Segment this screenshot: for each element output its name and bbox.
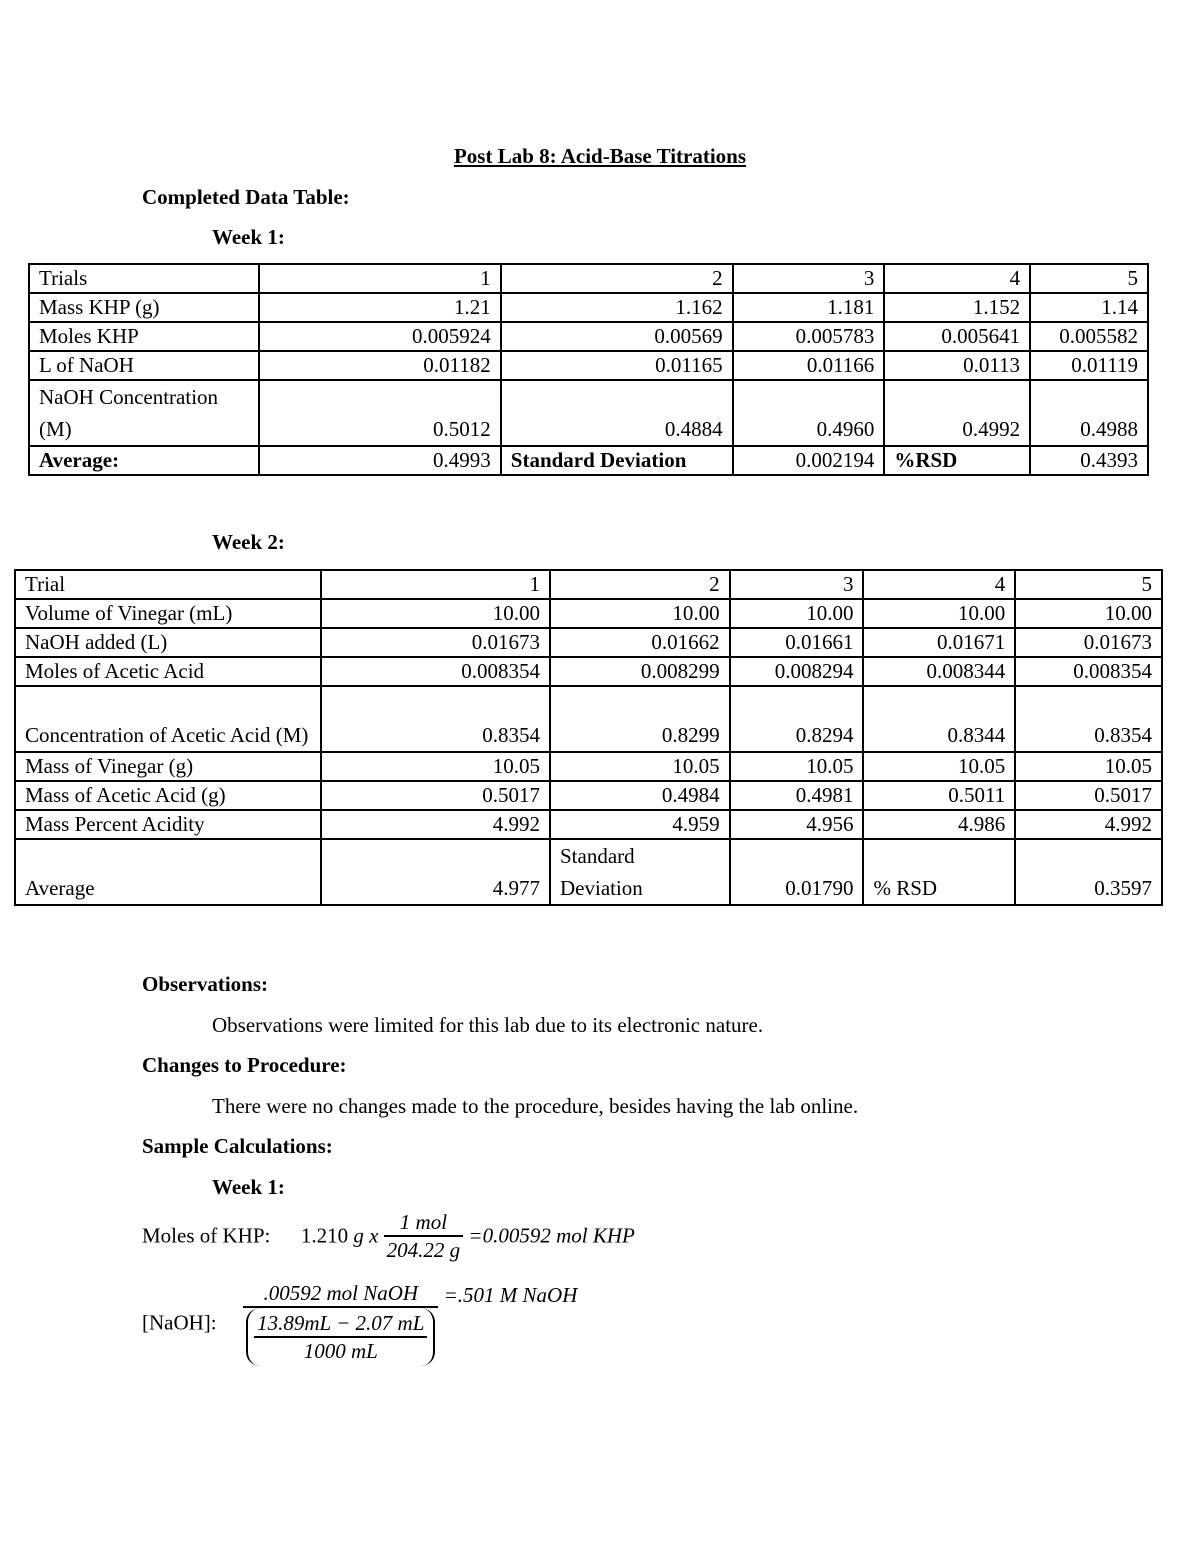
- moles-khp-equation: [142, 1209, 635, 1263]
- table-cell: 10.00: [863, 599, 1015, 628]
- week1-heading: Week 1:: [212, 225, 285, 249]
- table-cell: 3: [733, 264, 885, 293]
- naoh-label: [NaOH]:: [142, 1310, 217, 1335]
- table-row: [29, 322, 1148, 351]
- table-cell: 2: [501, 264, 733, 293]
- table-cell: 0.01661: [730, 628, 864, 657]
- table-cell: 4: [884, 264, 1030, 293]
- week2-heading: Week 2:: [212, 530, 285, 554]
- table-cell: 5: [1030, 264, 1148, 293]
- naoh-concentration-equation: [142, 1280, 577, 1366]
- naoh-inner-numerator: 13.89mL − 2.07 mL: [254, 1310, 427, 1338]
- table-cell: 0.4988: [1030, 380, 1148, 446]
- table-cell: 1.21: [259, 293, 501, 322]
- table-cell: %RSD: [884, 446, 1030, 475]
- table-cell: 10.05: [321, 752, 550, 781]
- table-cell: 0.01671: [863, 628, 1015, 657]
- table-cell: 4.956: [730, 810, 864, 839]
- table-cell: 1.162: [501, 293, 733, 322]
- table-cell: 0.008299: [550, 657, 730, 686]
- table-cell: 0.01166: [733, 351, 885, 380]
- table-row: [29, 351, 1148, 380]
- naoh-numerator: .00592 mol NaOH: [243, 1280, 438, 1308]
- table-cell: 0.4992: [884, 380, 1030, 446]
- table-cell: 0.008294: [730, 657, 864, 686]
- week1-table: [28, 263, 1149, 476]
- table-cell: Mass of Vinegar (g): [15, 752, 321, 781]
- table-cell: 1.14: [1030, 293, 1148, 322]
- table-cell: 0.01673: [1015, 628, 1162, 657]
- moles-khp-label: Moles of KHP:: [142, 1223, 271, 1248]
- changes-text: There were no changes made to the procedure, besides having the lab online.: [212, 1094, 859, 1118]
- table-cell: 5: [1015, 570, 1162, 599]
- table-cell: Standard Deviation: [501, 446, 733, 475]
- table-cell: 0.01673: [321, 628, 550, 657]
- table-cell: 0.5017: [321, 781, 550, 810]
- table-cell: 0.008354: [321, 657, 550, 686]
- table-cell: 0.4981: [730, 781, 864, 810]
- table-cell: 0.5011: [863, 781, 1015, 810]
- table-cell: 0.01182: [259, 351, 501, 380]
- table-cell: 0.3597: [1015, 839, 1162, 905]
- table-cell: 4.977: [321, 839, 550, 905]
- naoh-fraction: [243, 1280, 438, 1366]
- table-cell: 0.8354: [1015, 686, 1162, 752]
- table-cell: 1: [259, 264, 501, 293]
- table-cell: 0.01119: [1030, 351, 1148, 380]
- moles-khp-fraction: [384, 1209, 464, 1263]
- table-cell: 4.992: [321, 810, 550, 839]
- table-cell: 10.05: [863, 752, 1015, 781]
- naoh-parenthesis: [246, 1308, 435, 1366]
- table-cell: 10.05: [1015, 752, 1162, 781]
- table-row: [15, 628, 1162, 657]
- table-cell: % RSD: [863, 839, 1015, 905]
- table-cell: Concentration of Acetic Acid (M): [15, 686, 321, 752]
- table-header-row: [29, 264, 1148, 293]
- table-cell: 10.00: [321, 599, 550, 628]
- table-cell: 1: [321, 570, 550, 599]
- table-cell: 10.00: [1015, 599, 1162, 628]
- table-cell: 0.4993: [259, 446, 501, 475]
- table-cell: NaOH added (L): [15, 628, 321, 657]
- table-cell: 0.01165: [501, 351, 733, 380]
- table-cell: Standard Deviation: [550, 839, 730, 905]
- table-cell: 0.005924: [259, 322, 501, 351]
- table-cell: 0.01662: [550, 628, 730, 657]
- table-cell: Volume of Vinegar (mL): [15, 599, 321, 628]
- table-cell: 10.05: [550, 752, 730, 781]
- table-row: [15, 810, 1162, 839]
- table-cell: Trials: [29, 264, 259, 293]
- moles-khp-times: x: [369, 1223, 379, 1248]
- table-cell: 0.005783: [733, 322, 885, 351]
- moles-khp-lhs: 1.210: [300, 1223, 349, 1248]
- table-cell: Mass KHP (g): [29, 293, 259, 322]
- table-row: [29, 293, 1148, 322]
- naoh-inner-denominator: 1000 mL: [303, 1339, 378, 1363]
- table-cell: L of NaOH: [29, 351, 259, 380]
- table-cell: 10.00: [550, 599, 730, 628]
- moles-khp-denominator: 204.22 g: [386, 1238, 461, 1262]
- page-title: Post Lab 8: Acid-Base Titrations: [453, 144, 747, 168]
- table-cell: 4.986: [863, 810, 1015, 839]
- table-summary-row: [29, 446, 1148, 475]
- table-cell: 1.152: [884, 293, 1030, 322]
- table-row: [15, 781, 1162, 810]
- table-cell: 0.005641: [884, 322, 1030, 351]
- table-cell: Moles KHP: [29, 322, 259, 351]
- table-summary-row: [15, 839, 1162, 905]
- moles-khp-numerator: 1 mol: [384, 1209, 464, 1237]
- naoh-inner-fraction: [254, 1310, 427, 1364]
- table-row: [15, 752, 1162, 781]
- table-cell: 4.959: [550, 810, 730, 839]
- table-cell: 4: [863, 570, 1015, 599]
- table-cell: 0.0113: [884, 351, 1030, 380]
- table-cell: 0.5017: [1015, 781, 1162, 810]
- moles-khp-result: =0.00592 mol KHP: [468, 1223, 635, 1248]
- table-cell: Average: [15, 839, 321, 905]
- table-cell: 0.005582: [1030, 322, 1148, 351]
- table-cell: 10.00: [730, 599, 864, 628]
- sample-calculations-heading: Sample Calculations:: [142, 1134, 333, 1158]
- completed-data-heading: Completed Data Table:: [142, 185, 350, 209]
- naoh-denominator: [243, 1308, 438, 1366]
- table-cell: 0.4393: [1030, 446, 1148, 475]
- sample-week1-heading: Week 1:: [212, 1175, 285, 1199]
- table-cell: 0.01790: [730, 839, 864, 905]
- table-cell: Mass Percent Acidity: [15, 810, 321, 839]
- table-cell: 10.05: [730, 752, 864, 781]
- table-row: [15, 599, 1162, 628]
- table-cell: 0.5012: [259, 380, 501, 446]
- table-cell: 1.181: [733, 293, 885, 322]
- table-cell: 0.008344: [863, 657, 1015, 686]
- table-cell: Moles of Acetic Acid: [15, 657, 321, 686]
- table-cell: 0.8299: [550, 686, 730, 752]
- table-cell: 3: [730, 570, 864, 599]
- table-row: [15, 686, 1162, 752]
- table-cell: Trial: [15, 570, 321, 599]
- table-cell: 0.4984: [550, 781, 730, 810]
- table-cell: 0.4960: [733, 380, 885, 446]
- table-header-row: [15, 570, 1162, 599]
- table-cell: 0.8344: [863, 686, 1015, 752]
- table-cell: 0.8354: [321, 686, 550, 752]
- table-cell: NaOH Concentration (M): [29, 380, 259, 446]
- naoh-result: =.501 M NaOH: [443, 1282, 578, 1307]
- table-cell: 2: [550, 570, 730, 599]
- changes-heading: Changes to Procedure:: [142, 1053, 347, 1077]
- table-cell: 0.008354: [1015, 657, 1162, 686]
- table-cell: Mass of Acetic Acid (g): [15, 781, 321, 810]
- table-row: [15, 657, 1162, 686]
- observations-heading: Observations:: [142, 972, 268, 996]
- table-row: [29, 380, 1148, 446]
- moles-khp-unit: g: [353, 1223, 364, 1248]
- table-cell: Average:: [29, 446, 259, 475]
- table-cell: 0.4884: [501, 380, 733, 446]
- table-cell: 4.992: [1015, 810, 1162, 839]
- table-cell: 0.00569: [501, 322, 733, 351]
- table-cell: 0.8294: [730, 686, 864, 752]
- week2-table: [14, 569, 1163, 906]
- table-cell: 0.002194: [733, 446, 885, 475]
- observations-text: Observations were limited for this lab due to its electronic nature.: [212, 1013, 764, 1037]
